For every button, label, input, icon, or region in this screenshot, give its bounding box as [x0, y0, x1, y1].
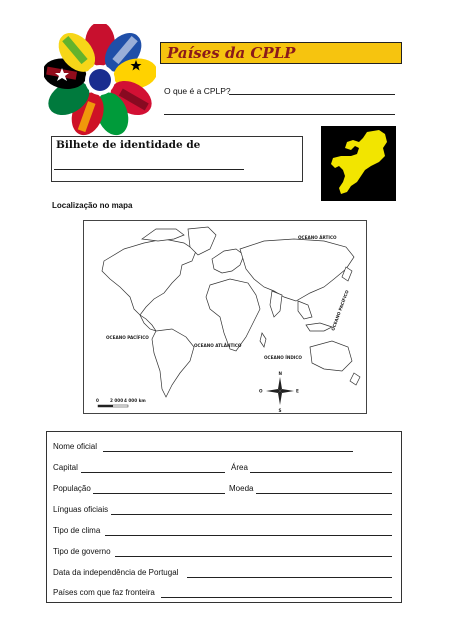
compass-e: E: [296, 388, 299, 394]
field-label-populacao: População: [53, 484, 91, 493]
answer-line[interactable]: [229, 94, 395, 95]
title-banner: [160, 42, 402, 64]
compass-s: S: [278, 408, 282, 413]
ocean-label-indian: OCEANO ÍNDICO: [264, 355, 302, 360]
field-label-clima: Tipo de clima: [53, 526, 101, 535]
cplp-logo: [44, 24, 156, 136]
field-line-independencia[interactable]: [187, 577, 392, 578]
identity-box: [51, 136, 303, 182]
field-label-capital: Capital: [53, 463, 78, 472]
field-label-area: Área: [231, 463, 248, 472]
field-line-nome-oficial[interactable]: [103, 451, 353, 452]
country-form: [46, 431, 402, 603]
field-line-moeda[interactable]: [256, 493, 392, 494]
field-line-fronteira[interactable]: [161, 597, 392, 598]
ocean-label-arctic: OCEANO ÁRTICO: [298, 235, 337, 240]
map-section-label: Localização no mapa: [52, 201, 133, 210]
field-line-clima[interactable]: [105, 535, 392, 536]
field-line-area[interactable]: [250, 472, 392, 473]
field-line-capital[interactable]: [81, 472, 225, 473]
field-label-fronteira: Países com que faz fronteira: [53, 588, 155, 597]
ocean-label-atlantic: OCEANO ATLÂNTICO: [194, 343, 242, 348]
page-title: Países da CPLP: [167, 44, 296, 62]
field-line-governo[interactable]: [115, 556, 392, 557]
compass-n: N: [278, 371, 283, 376]
world-map: [83, 220, 367, 414]
scale-label-0: 0: [96, 398, 99, 403]
country-name-line[interactable]: [54, 169, 244, 170]
scale-bar: [96, 398, 146, 407]
scale-label-4000: 4 000 km: [124, 398, 146, 403]
compass-w: O: [259, 388, 263, 394]
field-label-independencia: Data da independência de Portugal: [53, 568, 179, 577]
ocean-label-pacific-east: OCEANO PACÍFICO: [330, 289, 350, 332]
field-label-moeda: Moeda: [229, 484, 254, 493]
field-label-nome-oficial: Nome oficial: [53, 442, 98, 451]
compass-rose-icon: [259, 371, 299, 413]
mozambique-map: [321, 126, 396, 201]
field-label-governo: Tipo de governo: [53, 547, 111, 556]
identity-title: Bilhete de identidade de: [56, 139, 201, 151]
question-label: O que é a CPLP?: [164, 86, 231, 96]
ocean-label-pacific-west: OCEANO PACÍFICO: [106, 335, 149, 340]
field-line-linguas[interactable]: [111, 514, 392, 515]
field-line-populacao[interactable]: [93, 493, 225, 494]
answer-line[interactable]: [164, 114, 395, 115]
scale-label-2000: 2 000: [110, 398, 124, 403]
field-label-linguas: Línguas oficiais: [53, 505, 109, 514]
